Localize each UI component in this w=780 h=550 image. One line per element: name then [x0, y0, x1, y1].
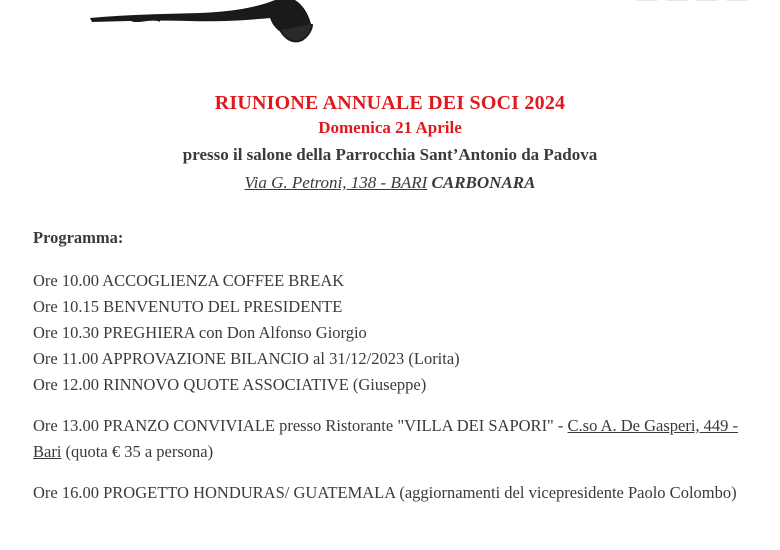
event-header — [0, 90, 780, 196]
program-item-afternoon: Ore 16.00 PROGETTO HONDURAS/ GUATEMALA (aggiornamenti del vicepresidente Paolo Colombo) — [33, 483, 737, 502]
program-item: Ore 10.00 ACCOGLIENZA COFFEE BREAK — [33, 271, 345, 290]
program-item: Ore 10.30 PREGHIERA con Don Alfonso Giorgio — [33, 323, 367, 342]
decorative-marks-icon — [626, 0, 766, 8]
address-street-link[interactable]: Via G. Petroni, 138 - BARI — [244, 173, 428, 192]
program-heading: Programma: — [33, 228, 124, 247]
program-section — [33, 226, 753, 506]
event-venue: presso il salone della Parrocchia Sant’Antonio da Padova — [182, 145, 598, 164]
lunch-text: Ore 13.00 PRANZO CONVIVIALE presso Ristorante "VILLA DEI SAPORI" - — [33, 416, 568, 435]
event-title: RIUNIONE ANNUALE DEI SOCI 2024 — [214, 92, 566, 114]
event-address — [0, 170, 780, 196]
program-item: Ore 11.00 APPROVAZIONE BILANCIO al 31/12/2023 (Lorita) — [33, 349, 460, 368]
bird-logo-icon — [80, 0, 320, 50]
lunch-price: (quota € 35 a persona) — [61, 442, 214, 461]
program-item: Ore 12.00 RINNOVO QUOTE ASSOCIATIVE (Giuseppe) — [33, 375, 427, 394]
program-item: Ore 10.15 BENVENUTO DEL PRESIDENTE — [33, 297, 343, 316]
address-city: CARBONARA — [431, 173, 536, 192]
program-item-lunch — [33, 413, 753, 465]
event-date: Domenica 21 Aprile — [318, 118, 462, 137]
lunch-address-link[interactable]: C.so A. De Gasperi, 449 - Bari — [33, 416, 739, 461]
